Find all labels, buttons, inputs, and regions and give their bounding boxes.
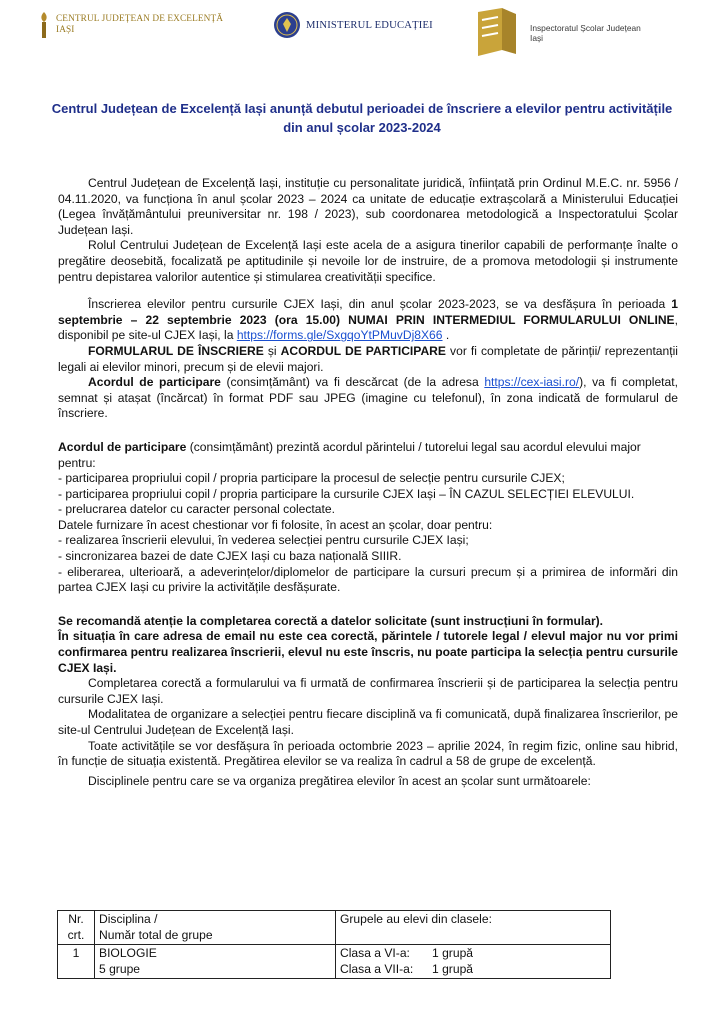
ministry-name: MINISTERUL EDUCAȚIEI [306,19,433,31]
forms-text: vor fi completate de părinții/ reprezentanții legali ai elevilor minori, precum și de elevii majori. [58,343,678,374]
agreement-text-2: ), va fi completat, semnat și atașat (încărcat) în format PDF sau JPEG (imagine cu telefonul), în zona indicată de formularul de înscriere. [58,375,678,421]
isj-logo [472,6,641,60]
row-discipline: BIOLOGIE 5 grupe [95,945,336,979]
list-item: - prelucrarea datelor cu caracter personal colectate. [58,502,335,517]
table-row [58,945,611,979]
table-header-row [58,911,611,945]
list-item: - participarea propriului copil / propria participare la cursurile CJEX Iași – ÎN CAZUL SELECȚIEI ELEVULUI. [58,486,635,501]
cjex-logo [36,10,223,40]
agreement-label: Acordul de participare [88,375,221,390]
paragraph-disciplines: Disciplinele pentru care se va organiza pregătirea elevilor în acest an școlar sunt următoarele: [88,773,591,788]
data-usage-intro: Datele furnizare în acest chestionar vor fi folosite, în acest an școlar, doar pentru: [58,517,493,532]
acord-label: Acordul de participare [58,439,187,454]
paragraph-confirmation: Completarea corectă a formularului va fi urmată de confirmarea înscrierii și de participarea la selecția pentru cursurile CJEX Iași. [58,676,678,706]
enrollment-period: 1 septembrie – 22 septembrie 2023 (ora 15.00) NUMAI PRIN INTERMEDIUL FORMULARULUI ONLINE [58,297,678,327]
list-item: - realizarea înscrierii elevului, în vederea selecției pentru cursurile CJEX Iași; [58,533,469,548]
paragraph-enrollment [58,297,678,344]
cjex-logo-line2: IAȘI [56,25,75,35]
isj-logo-line1: Inspectoratul Școlar Județean [530,22,641,33]
row-nr: 1 [58,945,95,979]
paragraph-intro: Centrul Județean de Excelență Iași, instituție cu personalitate juridică, înființată prin Ordinul M.E.C. nr. 5956 / 04.11.2020, va funcționa în anul școlar 2023 – 2024 ca unitate de educație extrașcolară a Ministerului Educației (Legea învățământului preuniversitar nr. 198 / 2023), sub coordonarea metodologică a Inspectoratului Școlar Județean Iași. [58,176,678,237]
paragraph-schedule: Toate activitățile se vor desfășura în perioada octombrie 2023 – aprilie 2024, în regim fizic, online sau hibrid, în funcție de situația existentă. Pregătirea elevilor se va realiza în cadrul a 58 de grupe de excelență. [58,738,678,769]
cex-site-link[interactable]: https://cex-iasi.ro/ [484,375,580,390]
forms-and: și [263,343,281,358]
header-nr: Nr. crt. [58,911,95,945]
list-item: - sincronizarea bazei de date CJEX Iași cu baza națională SIIIR. [58,549,402,564]
row-groups: Clasa a VI-a: 1 grupă Clasa a VII-a: 1 grupă [336,945,611,979]
warning-email: În situația în care adresa de email nu este cea corectă, părintele / tutorele legal / elevul major nu vor primi confirmarea pentru realizarea înscrierii, elevul nu este înscris, nu poate participa la selecția pentru cursurile CJEX Iași. [58,629,678,675]
ministry-logo [273,10,433,40]
agreement-title: ACORDUL DE PARTICIPARE [280,343,446,358]
paragraph-role: Rolul Centrului Județean de Excelență Iași este acela de a asigura tinerilor capabili de performanțe înalte o pregătire deosebită, focalizată pe aptitudinile și nevoile lor de instruire, de a promova metodologii și instrumente pentru depistarea valorilor autentice și stimularea creativității specifice. [58,238,678,284]
header-discipline: Disciplina / Număr total de grupe [95,911,336,945]
enrollment-text-2: , disponibil pe site-ul CJEX Iași, la [58,312,678,343]
header-logos [36,6,684,70]
paragraph-selection: Modalitatea de organizare a selecției pentru fiecare disciplină va fi comunicată, după finalizarea înscrierilor, pe site-ul Centrului Județean de Excelență Iași. [58,707,678,737]
paragraph-acord [58,440,678,471]
cjex-logo-line1: CENTRUL JUDEȚEAN DE EXCELENȚĂ [56,14,224,24]
enrollment-text-3: . [442,328,450,343]
page-title: Centrul Județean de Excelență Iași anunță debutul perioadei de înscriere a elevilor pentru activitățile din anul școlar 2023-2024 [51,101,673,135]
list-item: - participarea propriului copil / propria participare la procesul de selecție pentru cursurile CJEX; [58,471,565,486]
agreement-text: (consimțământ) va fi descărcat (de la adresa [220,375,485,390]
list-item: - eliberarea, ulterioară, a adeverințelor/diplomelor de participare la cursuri precum și a primirea de informări din partea CJEX Iași cu privire la activitățile desfășurate. [58,564,678,595]
isj-logo-line2: Iași [530,33,544,43]
acord-text: (consimțământ) prezintă acordul părintelui / tutorelui legal sau acordul elevului major pentru: [58,439,641,470]
paragraph-agreement [58,375,678,422]
enrollment-text: Înscrierea elevilor pentru cursurile CJEX Iași, din anul școlar 2023-2023, se va desfășura în perioada [88,297,666,312]
forms-title: FORMULARUL DE ÎNSCRIERE [88,343,264,358]
ministry-crest-icon [273,10,301,40]
torch-icon [36,10,52,40]
header-groups: Grupele au elevi din clasele: [336,911,611,945]
forms-link[interactable]: https://forms.gle/SxgqoYtPMuvDj8X66 [236,328,443,343]
warning-recommendation: Se recomandă atenție la completarea corectă a datelor solicitate (sunt instrucțiuni în formular). [58,613,604,628]
paragraph-forms [58,344,678,375]
disciplines-table [57,910,611,979]
document-body [58,176,678,789]
isj-book-icon [472,6,522,60]
